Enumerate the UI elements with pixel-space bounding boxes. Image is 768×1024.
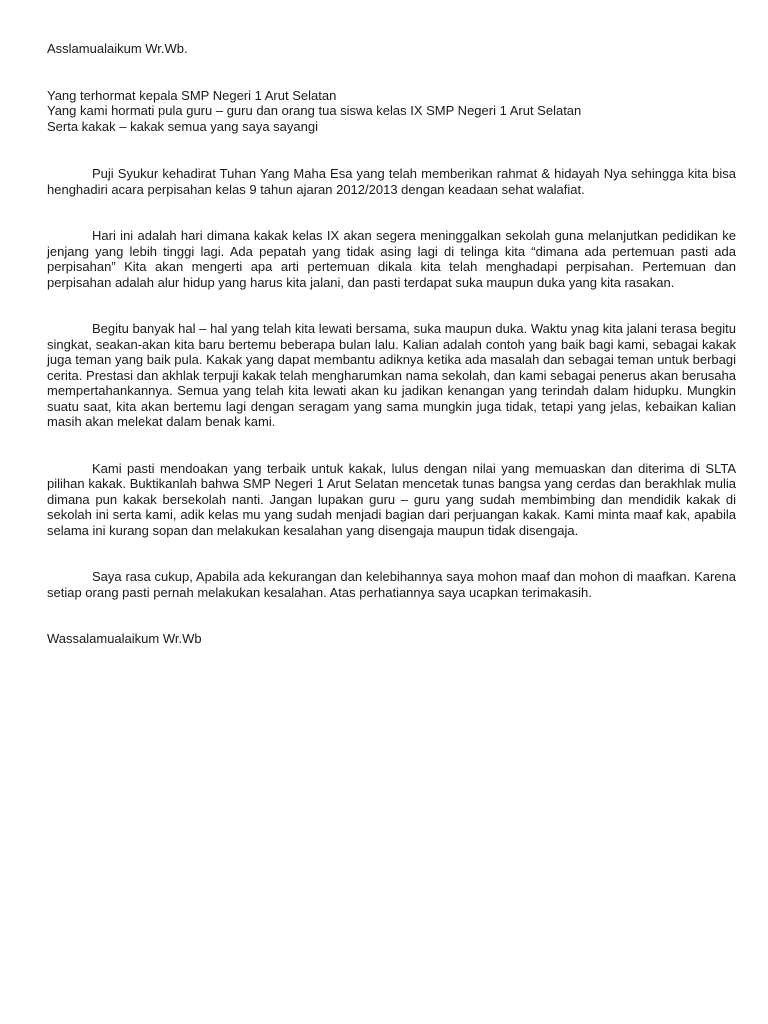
address-line: Yang terhormat kepala SMP Negeri 1 Arut Selatan: [47, 87, 337, 103]
opening-greeting: Asslamualaikum Wr.Wb.: [47, 41, 188, 56]
paragraph-wishes: Kami pasti mendoakan yang terbaik untuk kakak, lulus dengan nilai yang memuaskan dan diterima di SLTA pilihan kakak. Buktikanlah bahwa SMP Negeri 1 Arut Selatan mencetak tunas bangsa yang cerdas dan berakhlak mulia dimana pun kakak bersekolah nanti. Jangan lupakan guru – guru yang sudah membimbing dan mendidik kakak di sekolah ini serta kami, adik kelas mu yang sudah menjadi bagian dari perjuangan kakak. Kami minta maaf kak, apabila selama ini kurang sopan dan melakukan kesalahan yang disengaja maupun tidak disengaja.: [47, 460, 736, 538]
address-block: [47, 88, 736, 135]
address-line: Serta kakak – kakak semua yang saya sayangi: [47, 118, 318, 134]
paragraph-gratitude: Puji Syukur kehadirat Tuhan Yang Maha Esa yang telah memberikan rahmat & hidayah Nya sehingga kita bisa henghadiri acara perpisahan kelas 9 tahun ajaran 2012/2013 dengan keadaan sehat walafiat.: [47, 166, 736, 197]
paragraph-apology: Saya rasa cukup, Apabila ada kekurangan dan kelebihannya saya mohon maaf dan mohon di maafkan. Karena setiap orang pasti pernah melakukan kesalahan. Atas perhatiannya saya ucapkan terimakasih.: [47, 569, 736, 600]
paragraph-farewell: Hari ini adalah hari dimana kakak kelas IX akan segera meninggalkan sekolah guna melanjutkan pedidikan ke jenjang yang lebih tinggi lagi. Ada pepatah yang tidak asing lagi di telinga kita “dimana ada pertemuan pasti ada perpisahan” Kita akan mengerti apa arti pertemuan dikala kita telah menghadapi perpisahan. Pertemuan dan perpisahan adalah alur hidup yang harus kita jalani, dan pasti terdapat suka maupun duka yang kita rasakan.: [47, 228, 736, 290]
paragraph-memories: Begitu banyak hal – hal yang telah kita lewati bersama, suka maupun duka. Waktu ynag kita jalani terasa begitu singkat, seakan-akan kita baru bertemu beberapa bulan lalu. Kalian adalah contoh yang baik bagi kami, sebagai kakak juga teman yang baik pula. Kakak yang dapat membantu adiknya ketika ada masalah dan sebagai teman untuk berbagi cerita. Prestasi dan akhlak terpuji kakak telah mengharumkan nama sekolah, dan kami sebagai penerus akan berusaha mempertahankannya. Semua yang telah kita lewati akan ku jadikan kenangan yang terindah dalam hidupku. Mungkin suatu saat, kita akan bertemu lagi dengan seragam yang sama mungkin juga tidak, tetapi yang jelas, kebaikan kalian masih akan melekat dalam benak kami.: [47, 321, 736, 429]
closing-greeting: Wassalamualaikum Wr.Wb: [47, 631, 202, 646]
address-line: Yang kami hormati pula guru – guru dan orang tua siswa kelas IX SMP Negeri 1 Arut Selatan: [47, 103, 582, 118]
